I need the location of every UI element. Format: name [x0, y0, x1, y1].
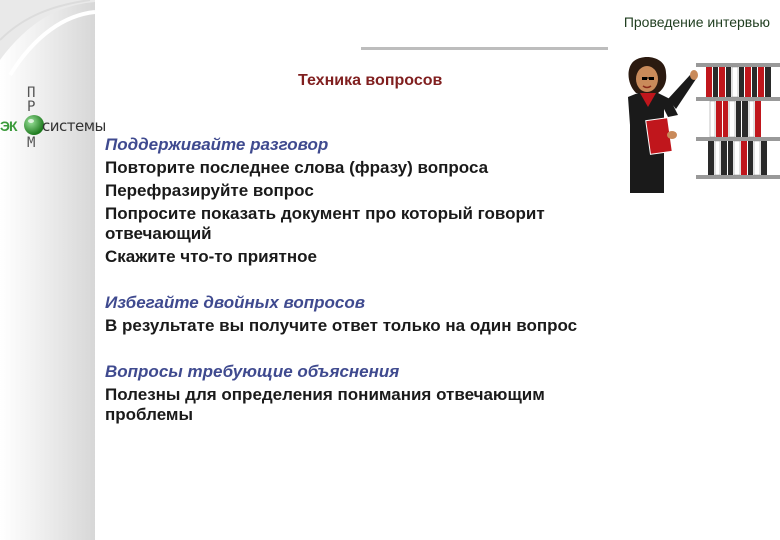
content-area [105, 134, 705, 450]
list-item: Попросите показать документ про который говорит отвечающий [105, 204, 545, 243]
section-heading: Поддерживайте разговор [105, 135, 329, 154]
swoosh-decoration [0, 0, 95, 80]
list-item: Повторите последнее слова (фразу) вопроса [105, 158, 489, 177]
logo-letter: М [27, 135, 36, 151]
section-explanatory-questions [105, 361, 705, 425]
list-item: Скажите что-то приятное [105, 247, 317, 266]
logo-letter: Р [27, 99, 36, 115]
list-item: В результате вы получите ответ только на один вопрос [105, 316, 578, 335]
title-divider [361, 47, 608, 50]
logo-ek-text: ЭК [0, 118, 17, 134]
section-heading: Избегайте двойных вопросов [105, 293, 365, 312]
list-item: Полезны для определения понимания отвечающим проблемы [105, 385, 545, 424]
section-heading: Вопросы требующие объяснения [105, 362, 400, 381]
logo-sistemy-text: системы [42, 117, 106, 135]
slide-subtitle: Техника вопросов [298, 72, 443, 89]
section-maintain-conversation [105, 134, 705, 267]
section-avoid-double-questions [105, 292, 705, 336]
list-item: Перефразируйте вопрос [105, 181, 314, 200]
company-logo [0, 78, 106, 158]
logo-letter: П [27, 85, 36, 101]
page-title: Проведение интервью [623, 14, 770, 30]
